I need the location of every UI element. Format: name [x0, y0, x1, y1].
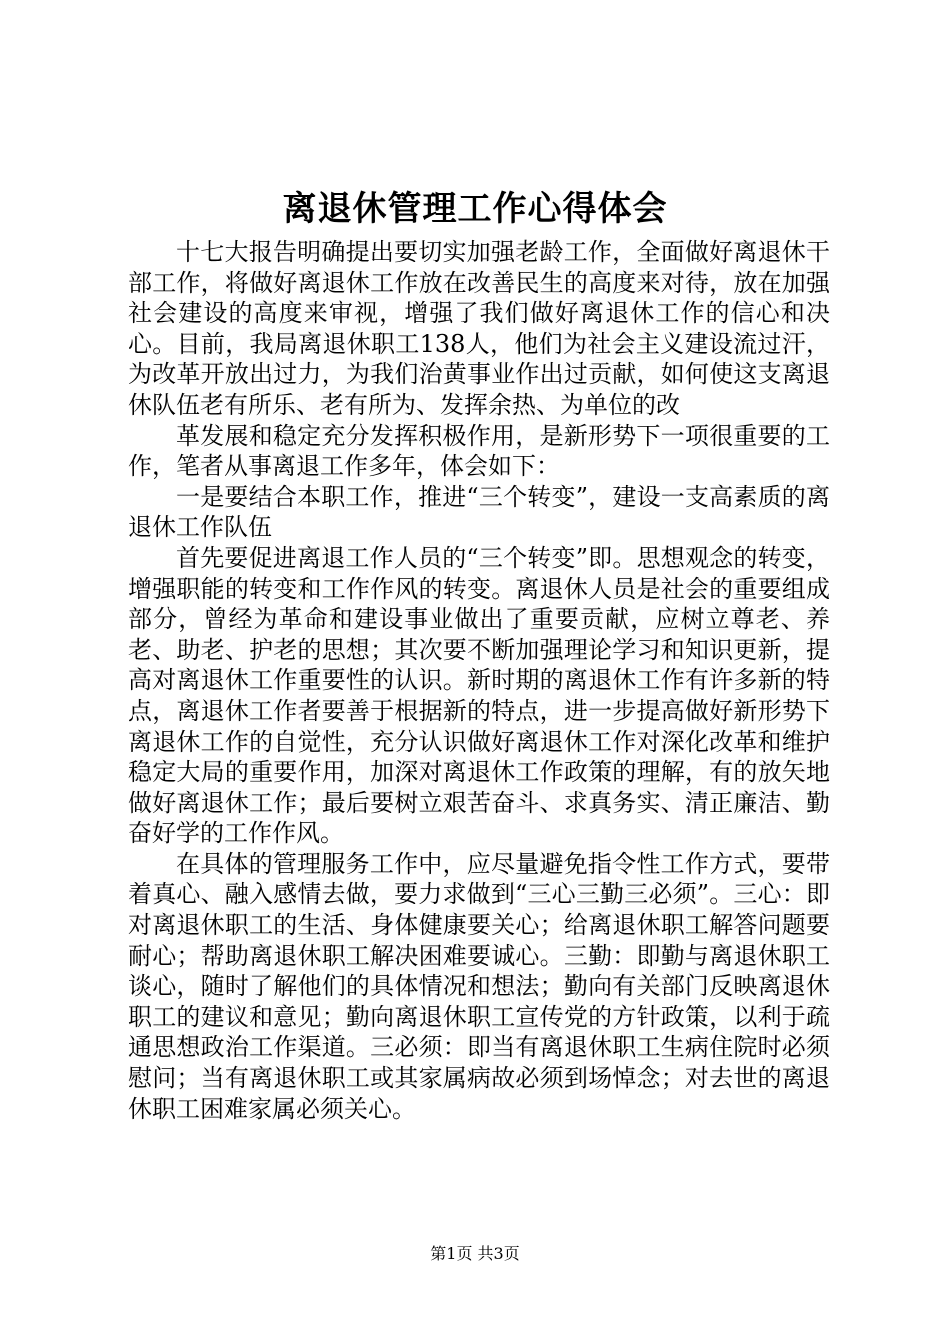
- paragraph-5: 在具体的管理服务工作中，应尽量避免指令性工作方式，要带着真心、融入感情去做，要力求做到“三心三勤三必须”。三心：即对离退休职工的生活、身体健康要关心；给离退休职工解答问题要耐心；帮助离退休职工解决困难要诚心。三勤：即勤与离退休职工谈心，随时了解他们的具体情况和想法；勤向有关部门反映离退休职工的建议和意见；勤向离退休职工宣传党的方针政策，以利于疏通思想政治工作渠道。三必须：即当有离退休职工生病住院时必须慰问；当有离退休职工或其家属病故必须到场悼念；对去世的离退休职工困难家属必须关心。: [128, 849, 830, 1123]
- paragraph-1: 十七大报告明确提出要切实加强老龄工作，全面做好离退休干部工作，将做好离退休工作放在改善民生的高度来对待，放在加强社会建设的高度来审视，增强了我们做好离退休工作的信心和决心。目前，我局离退休职工138人，他们为社会主义建设流过汗，为改革开放出过力，为我们治黄事业作出过贡献，如何使这支离退休队伍老有所乐、老有所为、发挥余热、为单位的改: [128, 238, 830, 419]
- paragraph-2: 革发展和稳定充分发挥积极作用，是新形势下一项很重要的工作，笔者从事离退工作多年，体会如下：: [128, 421, 830, 481]
- document-body: [128, 237, 830, 1124]
- paragraph-3: 一是要结合本职工作，推进“三个转变”，建设一支高素质的离退休工作队伍: [128, 482, 830, 542]
- document-title: 离退休管理工作心得体会: [282, 189, 668, 229]
- paragraph-4: 首先要促进离退工作人员的“三个转变”即。思想观念的转变，增强职能的转变和工作作风的转变。离退休人员是社会的重要组成部分，曾经为革命和建设事业做出了重要贡献，应树立尊老、养老、助老、护老的思想；其次要不断加强理论学习和知识更新，提高对离退休工作重要性的认识。新时期的离退休工作有许多新的特点，离退休工作者要善于根据新的特点，进一步提高做好新形势下离退休工作的自觉性，充分认识做好离退休工作对深化改革和维护稳定大局的重要作用，加深对离退休工作政策的理解，有的放矢地做好离退休工作；最后要树立艰苦奋斗、求真务实、清正廉洁、勤奋好学的工作作风。: [128, 543, 830, 848]
- page-footer: 第1页 共3页: [430, 1244, 520, 1263]
